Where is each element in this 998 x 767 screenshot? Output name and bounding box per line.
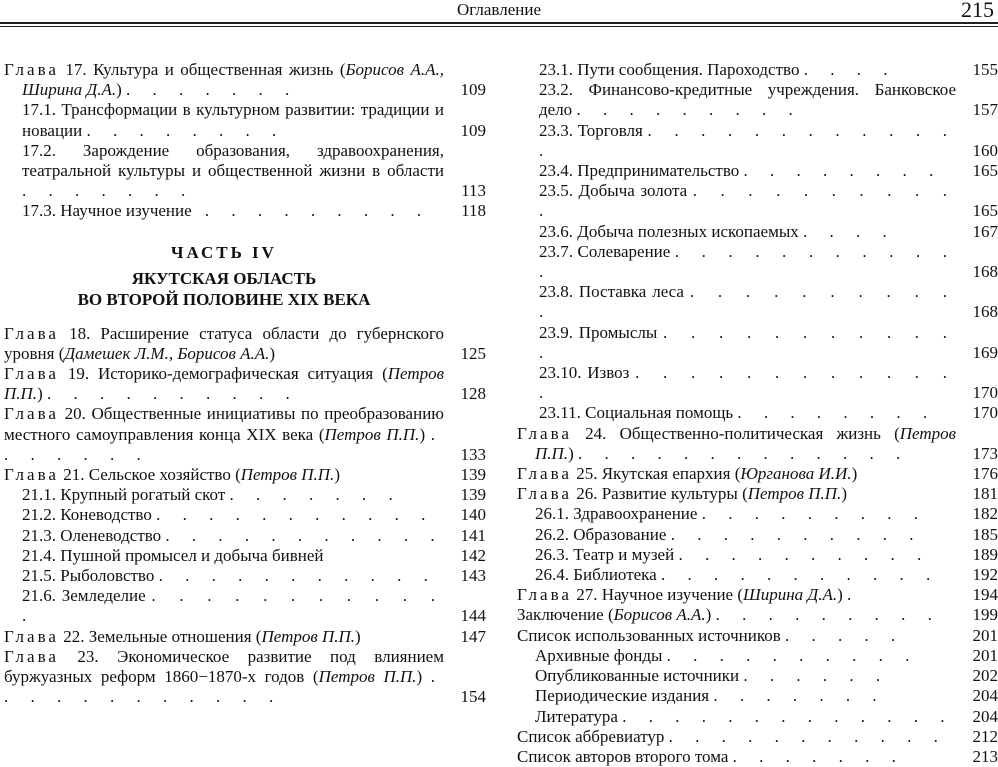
chapter-title: 19. Историко-демографическая ситуация (: [67, 364, 388, 384]
toc-conclusion[interactable]: Заключение (Борисов А.А.) . . . . . . . . . 199: [517, 605, 998, 625]
chapter-label: Глава: [517, 464, 572, 484]
chapter-title: 17. Культура и общественная жизнь (: [65, 60, 346, 79]
page-ref: 141: [460, 525, 486, 545]
page-ref: 143: [460, 566, 486, 586]
section-title: 26.4. Библиотека: [535, 565, 657, 585]
toc-section-21-4[interactable]: [4, 546, 486, 566]
toc-section-23-1[interactable]: 23.1. Пути сообщения. Пароходство . . . . 155: [539, 60, 998, 79]
part-label: ЧАСТЬ IV: [171, 242, 277, 262]
page-ref: 155: [972, 60, 998, 79]
chapter-label: Глава: [4, 60, 59, 79]
section-title: 21.5. Рыболовство: [22, 566, 155, 586]
section-title: 21.2. Коневодство: [22, 505, 152, 525]
section-title: 23.11. Социальная помощь: [539, 403, 734, 423]
header-rule-top: [0, 22, 998, 24]
toc-chapter-19[interactable]: Глава 19. Историко-демографическая ситуация (Петров П.П.) . . . . . . . . . . 128: [4, 364, 486, 404]
toc-right-column: [517, 60, 998, 767]
toc-chapter-22[interactable]: Глава 22. Земельные отношения (Петров П.П.) 147: [4, 626, 486, 646]
page-ref: 165: [972, 201, 998, 221]
chapter-author: Юрганова И.И.: [740, 464, 852, 484]
chapter-title: 27. Научное изучение (: [576, 585, 743, 605]
toc-abbreviations[interactable]: Список аббревиатур . . . . . . . . . . . 212: [517, 726, 998, 746]
page-ref: 204: [972, 686, 998, 706]
section-title: 21.6. Земледелие: [22, 586, 146, 606]
entry-title: Периодические издания: [535, 686, 710, 706]
chapter-author: Петров П.П.: [261, 626, 356, 646]
chapter-author: Петров П.П.: [747, 484, 842, 504]
toc-section-21-5[interactable]: 21.5. Рыболовство . . . . . . . . . . . 143: [22, 566, 486, 586]
chapter-author: Петров П.П.: [318, 667, 417, 687]
page-ref: 133: [460, 444, 486, 464]
toc-archives[interactable]: Архивные фонды . . . . . . . . . . 201: [535, 645, 998, 665]
toc-chapter-25[interactable]: Глава 25. Якутская епархия (Юрганова И.И.) 176: [517, 464, 998, 484]
chapter-author: Петров П.П.: [324, 424, 420, 444]
page-ref: 165: [972, 161, 998, 181]
chapter-title: 21. Сельское хозяйство (: [63, 465, 241, 485]
part-title-line-2: ВО ВТОРОЙ ПОЛОВИНЕ XIX ВЕКА: [77, 289, 371, 309]
toc-section-23-2[interactable]: 23.2. Финансово-кредитные учреждения. Банковское дело . . . . . . . . . 157: [539, 80, 998, 120]
toc-chapter-20[interactable]: Глава 20. Общественные инициативы по преобразованию местного самоуправления конца XIX века (Петров П.П.) . . . . . . . 133: [4, 404, 486, 464]
entry-title: Заключение (: [517, 605, 614, 625]
chapter-label: Глава: [4, 646, 59, 666]
section-title: 23.2. Финансово-кредитные учреждения. Банковское дело: [539, 80, 956, 120]
chapter-title: 24. Общественно-политическая жизнь (: [585, 423, 900, 443]
page-ref: 199: [972, 605, 998, 625]
page-ref: 144: [460, 606, 486, 626]
section-title: 21.1. Крупный рогатый скот: [22, 485, 226, 505]
section-title: 26.2. Образование: [535, 524, 667, 544]
page-ref: 167: [972, 221, 998, 241]
section-title: 23.5. Добыча золота: [539, 181, 688, 201]
toc-section-23-7[interactable]: 23.7. Солеварение . . . . . . . . . . . . 168: [539, 241, 998, 282]
chapter-label: Глава: [517, 423, 572, 443]
page-ref: 202: [972, 666, 998, 686]
toc-section-23-3[interactable]: 23.3. Торговля . . . . . . . . . . . . . 160: [539, 120, 998, 160]
page-ref: 201: [972, 645, 998, 665]
toc-section-23-5[interactable]: 23.5. Добыча золота . . . . . . . . . . . 165: [539, 181, 998, 221]
page-ref: 139: [460, 465, 486, 485]
chapter-title: 22. Земельные отношения (: [63, 626, 262, 646]
toc-section-26-4[interactable]: 26.4. Библиотека . . . . . . . . . . . 192: [535, 565, 998, 585]
toc-published[interactable]: Опубликованные источники . . . . . . 202: [535, 666, 998, 686]
page-ref: 181: [972, 484, 998, 504]
entry-title: Список аббревиатур: [517, 726, 665, 746]
section-title: 17.3. Научное изучение: [22, 201, 192, 221]
section-title: 23.4. Предпринимательство: [539, 161, 740, 181]
section-title: 23.8. Поставка леса: [539, 282, 684, 302]
page-ref: 109: [460, 80, 486, 100]
toc-section-23-9[interactable]: 23.9. Промыслы . . . . . . . . . . . . 169: [539, 322, 998, 362]
chapter-author: Дамешек Л.М., Борисов А.А.: [64, 343, 270, 363]
toc-section-17-2[interactable]: 17.2. Зарождение образования, здравоохранения, театральной культуры и общественной жизни в области . . . . . . . 113: [22, 140, 486, 201]
page-number: 215: [961, 0, 994, 22]
page-ref: 109: [460, 120, 486, 140]
page-ref: 170: [972, 403, 998, 423]
page-ref: 154: [460, 687, 486, 707]
chapter-label: Глава: [517, 585, 572, 605]
toc-section-17-3[interactable]: 17.3. Научное изучение . . . . . . . . . 118: [22, 201, 486, 221]
toc-sources[interactable]: Список использованных источников . . . . . 201: [517, 625, 998, 645]
chapter-label: Глава: [4, 465, 59, 485]
chapter-author: Ширина Д.А.: [743, 585, 838, 605]
toc-periodicals[interactable]: Периодические издания . . . . . . . 204: [535, 686, 998, 706]
toc-chapter-26[interactable]: Глава 26. Развитие культуры (Петров П.П.) 181: [517, 484, 998, 504]
toc-section-26-1[interactable]: 26.1. Здравоохранение . . . . . . . . . 182: [535, 504, 998, 524]
chapter-label: Глава: [4, 323, 59, 343]
chapter-label: Глава: [4, 404, 59, 424]
section-title: 23.7. Солеварение: [539, 241, 671, 261]
section-title: 17.1. Трансформации в культурном развитии: традиции и новации: [22, 100, 444, 140]
entry-title: Опубликованные источники: [535, 666, 740, 686]
toc-section-21-2[interactable]: 21.2. Коневодство . . . . . . . . . . . 140: [22, 505, 486, 525]
toc-left-column: [4, 60, 486, 707]
chapter-label: Глава: [517, 484, 572, 504]
section-title: 23.1. Пути сообщения. Пароходство: [539, 60, 800, 79]
section-title: 21.3. Оленеводство: [22, 525, 162, 545]
chapter-author: Петров П.П.: [535, 423, 957, 463]
page-ref: 189: [972, 544, 998, 564]
page-ref: 204: [972, 706, 998, 726]
section-title: 17.2. Зарождение образования, здравоохранения, театральной культуры и общественной жизни в области: [22, 140, 444, 181]
part-title-line-1: ЯКУТСКАЯ ОБЛАСТЬ: [131, 268, 317, 288]
toc-section-26-3[interactable]: 26.3. Театр и музей . . . . . . . . . . 189: [535, 544, 998, 564]
page-ref: 201: [972, 625, 998, 645]
toc-section-23-10[interactable]: 23.10. Извоз . . . . . . . . . . . . . 170: [539, 363, 998, 403]
page-ref: 212: [972, 726, 998, 746]
page-ref: 182: [972, 504, 998, 524]
chapter-title: 18. Расширение статуса области до губернского уровня (: [4, 323, 444, 363]
page-ref: 192: [972, 565, 998, 585]
page-ref: 169: [972, 342, 998, 362]
page-ref: 113: [461, 181, 486, 201]
page-ref: 118: [461, 201, 486, 221]
chapter-title: 26. Развитие культуры (: [576, 484, 748, 504]
toc-section-23-11[interactable]: 23.11. Социальная помощь . . . . . . . . 170: [539, 403, 998, 423]
chapter-label: Глава: [4, 364, 59, 384]
toc-section-26-2[interactable]: 26.2. Образование . . . . . . . . . . 185: [535, 524, 998, 544]
page-ref: 140: [460, 505, 486, 525]
page-ref: 170: [972, 383, 998, 403]
toc-chapter-23[interactable]: Глава 23. Экономическое развитие под влиянием буржуазных реформ 1860−1870-х годов (Петров П.П.) . . . . . . . . . . . . 154: [4, 646, 486, 707]
entry-author: Борисов А.А.: [613, 605, 706, 625]
page-ref: 128: [460, 384, 486, 404]
chapter-title: 25. Якутская епархия (: [576, 464, 741, 484]
page-ref: 194: [972, 585, 998, 605]
page-ref: 160: [972, 140, 998, 160]
running-header-title: Оглавление: [457, 0, 541, 19]
chapter-author: Борисов А.А., Ширина Д.А.: [22, 60, 444, 100]
part-heading: [4, 242, 486, 310]
toc-section-23-8[interactable]: 23.8. Поставка леса . . . . . . . . . . . 168: [539, 282, 998, 322]
page-ref: 125: [460, 343, 486, 363]
toc-chapter-17[interactable]: Глава 17. Культура и общественная жизнь (Борисов А.А., Ширина Д.А.) . . . . . . . 109: [4, 60, 486, 100]
chapter-author: Петров П.П.: [240, 465, 335, 485]
entry-title: Список использованных источников: [517, 625, 781, 645]
page-ref: 168: [972, 302, 998, 322]
toc-section-23-6[interactable]: 23.6. Добыча полезных ископаемых . . . . 167: [539, 221, 998, 241]
page-ref: 139: [460, 485, 486, 505]
entry-title: Литература: [535, 706, 618, 726]
page-ref: 168: [972, 262, 998, 282]
page-ref: 147: [460, 626, 486, 646]
toc-chapter-24[interactable]: Глава 24. Общественно-политическая жизнь (Петров П.П.) . . . . . . . . . . . . . 173: [517, 423, 998, 463]
page-ref: 157: [972, 100, 998, 120]
toc-literature[interactable]: Литература . . . . . . . . . . . . . 204: [535, 706, 998, 726]
toc-chapter-27[interactable]: Глава 27. Научное изучение (Ширина Д.А.) . 194: [517, 585, 998, 605]
toc-section-17-1[interactable]: 17.1. Трансформации в культурном развитии: традиции и новации . . . . . . . . 109: [22, 100, 486, 140]
section-title: 23.10. Извоз: [539, 363, 630, 383]
chapter-label: Глава: [4, 626, 59, 646]
toc-section-21-3[interactable]: 21.3. Оленеводство . . . . . . . . . . . 141: [22, 525, 486, 545]
entry-title: Список авторов второго тома: [517, 746, 729, 766]
chapter-title: 23. Экономическое развитие под влиянием буржуазных реформ 1860−1870-х годов (: [4, 646, 444, 687]
section-title: 23.9. Промыслы: [539, 322, 658, 342]
toc-chapter-18[interactable]: Глава 18. Расширение статуса области до губернского уровня (Дамешек Л.М., Борисов А.А.) 125: [4, 323, 486, 363]
section-title: 21.4. Пушной промысел и добыча бивней: [22, 545, 324, 565]
page-ref: 173: [972, 443, 998, 463]
section-title: 26.3. Театр и музей: [535, 544, 675, 564]
page-ref: 185: [972, 524, 998, 544]
page-ref: 213: [972, 746, 998, 766]
chapter-author: Петров П.П.: [4, 364, 444, 404]
toc-section-21-1[interactable]: 21.1. Крупный рогатый скот . . . . . . . 139: [22, 485, 486, 505]
chapter-title: 20. Общественные инициативы по преобразованию местного самоуправления конца XIX века (: [4, 404, 444, 444]
section-title: 26.1. Здравоохранение: [535, 504, 698, 524]
section-title: 23.6. Добыча полезных ископаемых: [539, 221, 799, 241]
entry-title: Архивные фонды: [535, 645, 663, 665]
page-ref: 142: [460, 545, 486, 565]
toc-authors[interactable]: Список авторов второго тома . . . . . . . 213: [517, 746, 998, 766]
toc-chapter-21[interactable]: Глава 21. Сельское хозяйство (Петров П.П.) 139: [4, 465, 486, 485]
header-rule-bottom: [0, 26, 998, 27]
page-ref: 176: [972, 464, 998, 484]
toc-section-21-6[interactable]: 21.6. Земледелие . . . . . . . . . . . . 144: [22, 586, 486, 626]
section-title: 23.3. Торговля: [539, 120, 643, 140]
toc-section-23-4[interactable]: 23.4. Предпринимательство . . . . . . . . 165: [539, 161, 998, 181]
